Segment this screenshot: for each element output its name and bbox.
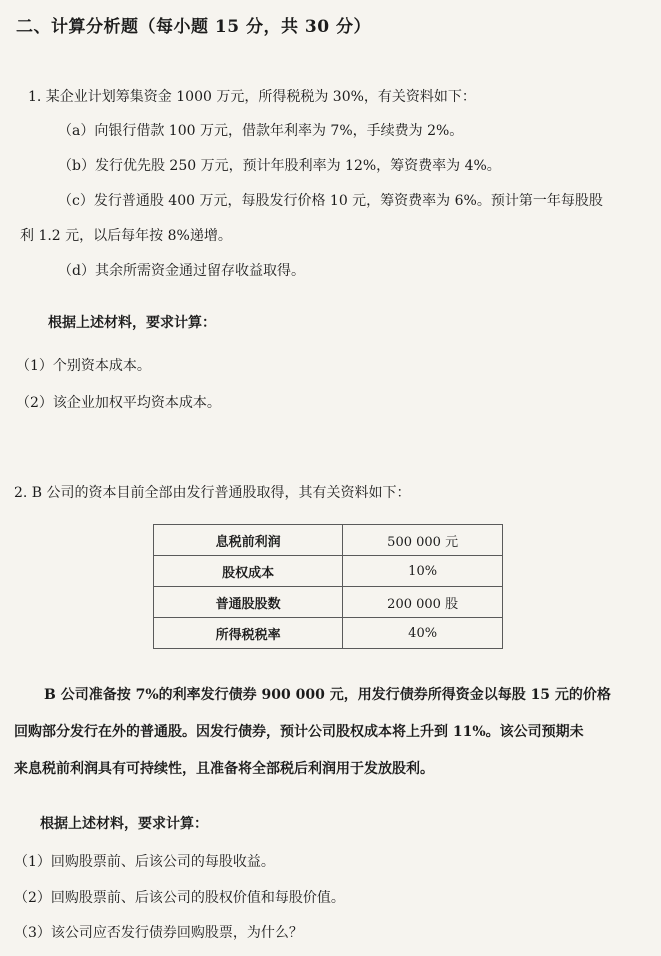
table-row	[154, 525, 503, 556]
table-label: 股权成本	[154, 556, 343, 587]
table-label: 息税前利润	[154, 525, 343, 556]
table-row	[154, 587, 503, 618]
q2-requirements-title: 根据上述材料，要求计算：	[40, 816, 208, 832]
q1-requirements-title: 根据上述材料，要求计算：	[48, 315, 216, 331]
company-data-table	[153, 524, 503, 649]
q1-requirement-2: （2）该企业加权平均资本成本。	[16, 395, 221, 411]
table-row	[154, 556, 503, 587]
q1-item-a: （a）向银行借款 100 万元，借款年利率为 7%，手续费为 2%。	[58, 123, 464, 139]
q1-intro: 1. 某企业计划筹集资金 1000 万元，所得税税为 30%，有关资料如下：	[28, 89, 476, 105]
q1-item-c-line2: 利 1.2 元，以后每年按 8%递增。	[20, 228, 232, 244]
q2-paragraph-line2: 回购部分发行在外的普通股。因发行债券，预计公司股权成本将上升到 11%。该公司预期未	[14, 724, 584, 740]
table-value: 40%	[343, 618, 503, 649]
section-title: 二、计算分析题（每小题 15 分，共 30 分）	[16, 17, 371, 37]
table-label: 普通股股数	[154, 587, 343, 618]
q2-requirement-2: （2）回购股票前、后该公司的股权价值和每股价值。	[14, 890, 345, 906]
table-value: 500 000 元	[343, 525, 503, 556]
q1-item-d: （d）其余所需资金通过留存收益取得。	[58, 263, 305, 279]
q2-paragraph-line3: 来息税前利润具有可持续性，且准备将全部税后利润用于发放股利。	[14, 761, 434, 777]
table-label: 所得税税率	[154, 618, 343, 649]
q1-item-c-line1: （c）发行普通股 400 万元，每股发行价格 10 元，筹资费率为 6%。预计第一年每股股	[58, 193, 603, 209]
q2-paragraph-line1: B 公司准备按 7%的利率发行债券 900 000 元，用发行债券所得资金以每股 15 元的价格	[44, 687, 611, 703]
q2-requirement-3: （3）该公司应否发行债券回购股票，为什么？	[14, 925, 303, 941]
q1-item-b: （b）发行优先股 250 万元，预计年股利率为 12%，筹资费率为 4%。	[58, 158, 501, 174]
q2-requirement-1: （1）回购股票前、后该公司的每股收益。	[14, 854, 275, 870]
q2-intro: 2. B 公司的资本目前全部由发行普通股取得，其有关资料如下：	[14, 485, 411, 501]
table-value: 200 000 股	[343, 587, 503, 618]
table-row	[154, 618, 503, 649]
q1-requirement-1: （1）个别资本成本。	[16, 358, 151, 374]
table-value: 10%	[343, 556, 503, 587]
